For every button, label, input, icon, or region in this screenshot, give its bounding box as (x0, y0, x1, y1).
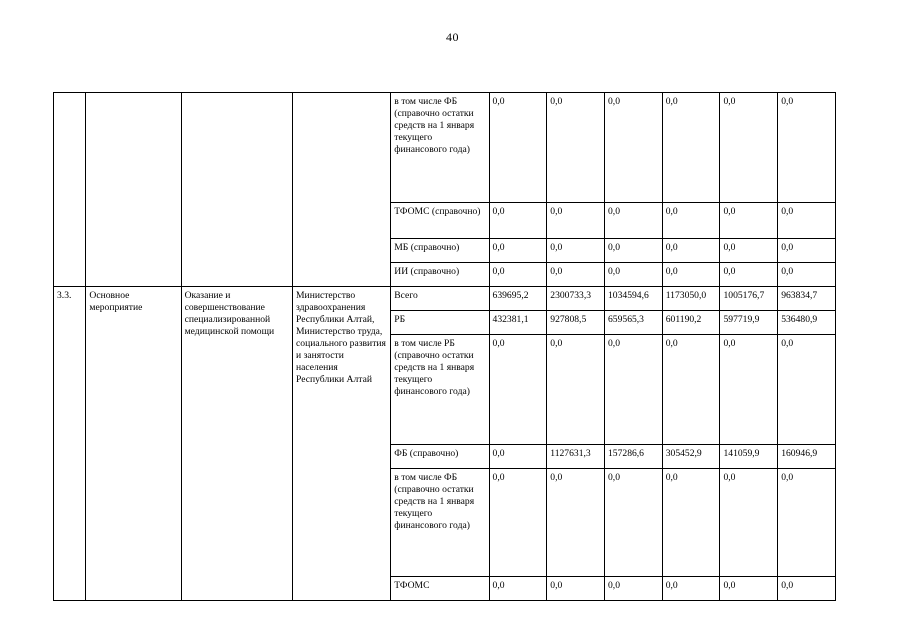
value-cell: 432381,1 (489, 311, 547, 335)
budget-table (53, 92, 836, 601)
value-cell: 597719,9 (720, 311, 778, 335)
value-cell: 963834,7 (778, 287, 836, 311)
value-cell: 305452,9 (662, 445, 720, 469)
value-cell: 160946,9 (778, 445, 836, 469)
value-cell: 0,0 (489, 203, 547, 239)
value-cell: 0,0 (547, 239, 605, 263)
empty-cell (293, 93, 391, 287)
funding-source-cell: ТФОМС (справочно) (391, 203, 489, 239)
value-cell: 0,0 (489, 239, 547, 263)
value-cell: 0,0 (778, 203, 836, 239)
value-cell: 1034594,6 (605, 287, 663, 311)
value-cell: 0,0 (720, 577, 778, 601)
value-cell: 0,0 (547, 203, 605, 239)
value-cell: 0,0 (489, 263, 547, 287)
value-cell: 0,0 (662, 469, 720, 577)
value-cell: 0,0 (778, 335, 836, 445)
value-cell: 0,0 (778, 93, 836, 203)
value-cell: 2300733,3 (547, 287, 605, 311)
item-type-cell: Основное мероприятие (86, 287, 181, 601)
value-cell: 0,0 (720, 469, 778, 577)
value-cell: 1127631,3 (547, 445, 605, 469)
value-cell: 0,0 (720, 239, 778, 263)
value-cell: 1005176,7 (720, 287, 778, 311)
value-cell: 0,0 (778, 469, 836, 577)
funding-source-cell: ФБ (справочно) (391, 445, 489, 469)
value-cell: 0,0 (720, 335, 778, 445)
value-cell: 0,0 (605, 335, 663, 445)
value-cell: 141059,9 (720, 445, 778, 469)
value-cell: 0,0 (778, 263, 836, 287)
item-name-cell: Оказание и совершенствование специализированной медицинской помощи (181, 287, 292, 601)
value-cell: 927808,5 (547, 311, 605, 335)
item-executor-cell: Министерство здравоохранения Республики Алтай, Министерство труда, социального развития и занятости населения Республики Алтай (293, 287, 391, 601)
value-cell: 659565,3 (605, 311, 663, 335)
value-cell: 0,0 (489, 335, 547, 445)
value-cell: 0,0 (547, 577, 605, 601)
item-index-cell: 3.3. (54, 287, 86, 601)
table-row (54, 287, 836, 311)
value-cell: 639695,2 (489, 287, 547, 311)
empty-cell (86, 93, 181, 287)
funding-source-cell: в том числе ФБ (справочно остатки средств на 1 января текущего финансового года) (391, 93, 489, 203)
value-cell: 0,0 (547, 335, 605, 445)
page-number: 40 (446, 30, 459, 44)
value-cell: 0,0 (720, 263, 778, 287)
value-cell: 0,0 (489, 577, 547, 601)
funding-source-cell: в том числе ФБ (справочно остатки средств на 1 января текущего финансового года) (391, 469, 489, 577)
value-cell: 0,0 (605, 263, 663, 287)
funding-source-cell: Всего (391, 287, 489, 311)
empty-cell (54, 93, 86, 287)
value-cell: 0,0 (605, 93, 663, 203)
value-cell: 0,0 (547, 263, 605, 287)
funding-source-cell: в том числе РБ (справочно остатки средств на 1 января текущего финансового года) (391, 335, 489, 445)
funding-source-cell: РБ (391, 311, 489, 335)
value-cell: 0,0 (605, 239, 663, 263)
value-cell: 0,0 (662, 203, 720, 239)
value-cell: 0,0 (605, 577, 663, 601)
value-cell: 0,0 (662, 93, 720, 203)
value-cell: 0,0 (662, 577, 720, 601)
value-cell: 0,0 (489, 445, 547, 469)
table-row (54, 93, 836, 203)
value-cell: 601190,2 (662, 311, 720, 335)
value-cell: 1173050,0 (662, 287, 720, 311)
value-cell: 0,0 (662, 335, 720, 445)
value-cell: 0,0 (547, 469, 605, 577)
value-cell: 0,0 (720, 93, 778, 203)
value-cell: 0,0 (489, 93, 547, 203)
value-cell: 0,0 (720, 203, 778, 239)
value-cell: 0,0 (778, 577, 836, 601)
value-cell: 157286,6 (605, 445, 663, 469)
value-cell: 0,0 (662, 263, 720, 287)
funding-source-cell: МБ (справочно) (391, 239, 489, 263)
value-cell: 536480,9 (778, 311, 836, 335)
funding-source-cell: ТФОМС (391, 577, 489, 601)
funding-source-cell: ИИ (справочно) (391, 263, 489, 287)
value-cell: 0,0 (662, 239, 720, 263)
value-cell: 0,0 (605, 203, 663, 239)
empty-cell (181, 93, 292, 287)
value-cell: 0,0 (778, 239, 836, 263)
value-cell: 0,0 (489, 469, 547, 577)
value-cell: 0,0 (547, 93, 605, 203)
value-cell: 0,0 (605, 469, 663, 577)
